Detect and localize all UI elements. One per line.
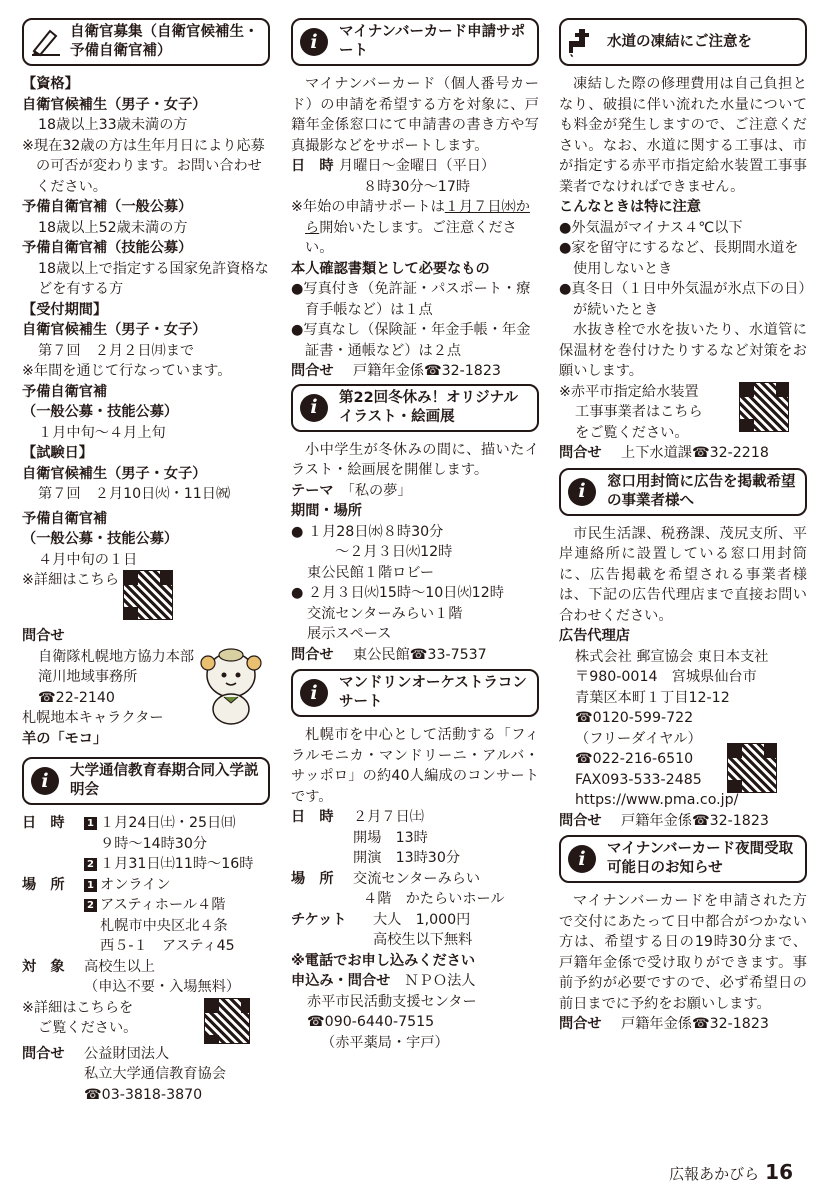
page-number: 16 <box>765 1160 793 1184</box>
label-date: 日 時 <box>22 815 65 831</box>
section-header-sdf-recruit <box>22 18 270 66</box>
info-icon: i <box>567 477 597 507</box>
subheading: （一般公募・技能公募） <box>22 404 179 420</box>
text: 交流センターみらい１階 <box>307 605 463 622</box>
text: 青葉区本町１丁目12-12 <box>575 689 730 706</box>
contact-tel: 上下水道課☎32-2218 <box>621 445 769 461</box>
section-title: マイナンバーカード申請サポート <box>339 24 526 59</box>
number-badge: 1 <box>84 817 97 830</box>
qr-code-icon[interactable] <box>123 570 173 620</box>
heading-qualification: 【資格】 <box>22 76 79 92</box>
section-header-concert <box>291 669 539 717</box>
text: ９時～14時30分 <box>100 835 208 852</box>
text: 高校生以上 <box>84 958 155 975</box>
list-item: ●写真なし（保険証・年金手帳・年金証書・通帳など）は２点 <box>291 322 531 359</box>
contact-tel: 戸籍年金係☎32-1823 <box>621 1016 769 1032</box>
contact-label: 問合せ <box>22 628 65 644</box>
section-title: マイナンバーカード夜間受取可能日のお知らせ <box>607 841 794 876</box>
text: ８時30分～17時 <box>363 178 471 195</box>
section-header-night-pickup <box>559 835 807 883</box>
text: １月中旬～４月上旬 <box>38 424 166 441</box>
text: 公益財団法人 <box>84 1045 170 1062</box>
text: オンライン <box>100 876 171 893</box>
label-place: 場 所 <box>291 870 334 887</box>
heading-period: 【受付期間】 <box>22 301 108 318</box>
text: 株式会社 郵宣協会 東日本支社 <box>575 648 769 665</box>
section-header-univ <box>22 757 270 805</box>
body-text: マイナンバーカード（個人番号カード）の申請を希望する方を対象に、戸籍年金係窓口にて申請書の書き方や写真撮影などをサポートします。 <box>291 76 539 154</box>
contact-tel: ☎03-3818-3870 <box>84 1086 203 1103</box>
list-item: ●真冬日（１日中外気温が氷点下の日）が続いたとき <box>559 281 806 318</box>
info-icon: i <box>30 766 60 796</box>
body-text: 水抜き栓で水を抜いたり、水道管に保温材を巻付けたりするなど対策をお願いします。 <box>559 322 807 379</box>
column-left <box>22 18 270 1105</box>
text: ☎022-216-6510 <box>575 751 694 767</box>
body-text: 札幌市を中心として活動する「フィラルモニカ・マンドリーニ・アルバ・サッポロ」の約40人編成のコンサートです。 <box>291 727 539 805</box>
contact-tel: ☎090-6440-7515 <box>307 1014 435 1030</box>
contact-tel: 戸籍年金係☎32-1823 <box>621 812 769 829</box>
text: ☎0120-599-722 <box>575 710 694 726</box>
text: 開演 13時30分 <box>353 850 461 866</box>
list-item: ● ２月３日㈫15時～10日㈫12時 <box>291 585 504 601</box>
body-text: 市民生活課、税務課、茂尻支所、平岸連絡所に設置している窓口用封筒に、広告掲載を希望される事業者様は、下記の広告代理店まで直接お問い合わせください。 <box>559 525 807 624</box>
contact-label: 問合せ <box>559 445 602 461</box>
subheading: 自衛官候補生（男子・女子） <box>22 465 207 482</box>
note-underlined: １月７日㈬から <box>305 199 530 236</box>
subheading: 予備自衛官補（一般公募） <box>22 199 193 215</box>
note: ※赤平市指定給水装置 <box>559 383 699 400</box>
text: ※詳細はこちらを <box>22 999 134 1016</box>
note: 工事事業者はこちら <box>575 404 703 420</box>
contact-label: 問合せ <box>559 812 602 829</box>
column-right <box>559 18 807 1035</box>
label-place: 場 所 <box>22 876 65 893</box>
section-title: 大学通信教育春期合同入学説明会 <box>70 763 259 798</box>
text: 18歳以上で指定する国家免許資格などを有する方 <box>38 260 269 297</box>
text: ～２月３日㈫12時 <box>335 544 453 560</box>
text: 東公民館１階ロビー <box>307 564 435 581</box>
info-icon: i <box>299 27 329 57</box>
subheading: 予備自衛官補（技能公募） <box>22 240 193 256</box>
subheading: こんなときは特に注意 <box>559 199 701 215</box>
section-title: マンドリンオーケストラコンサート <box>339 675 527 710</box>
text: ２月７日㈯ <box>353 809 424 825</box>
body-text: マイナンバーカードを申請された方で交付にあたって日中都合がつかない方は、希望する日の19時30分まで、戸籍年金係で受け取りができます。事前予約が必要ですので、必ず希望日の前日までに予約をお願いします。 <box>559 893 807 1012</box>
mascot-caption: 札幌地本キャラクター <box>22 710 164 726</box>
subheading: 広告代理店 <box>559 628 630 644</box>
list-item: ●家を留守にするなど、長期間水道を使用しないとき <box>559 240 799 277</box>
section-title: 水道の凍結にご注意を <box>607 33 752 50</box>
text: 大人 1,000円 <box>373 911 471 928</box>
heading-exam: 【試験日】 <box>22 445 93 461</box>
text: 18歳以上33歳未満の方 <box>38 117 188 133</box>
text: 札幌市中央区北４条 <box>100 917 228 934</box>
contact-org: 自衛隊札幌地方協力本部 <box>38 648 195 665</box>
sheep-mascot-icon <box>194 641 268 727</box>
text: 西５-１ アスティ45 <box>100 938 235 954</box>
text: 開場 13時 <box>353 829 428 846</box>
note: 開始いたします。ご注意ください。 <box>305 219 517 256</box>
detail-link-text: ※詳細はこちら <box>22 572 120 588</box>
qr-code-icon[interactable] <box>727 743 777 793</box>
text: 第７回 ２月２日㈪まで <box>38 342 195 359</box>
text: ４階 かたらいホール <box>363 891 505 907</box>
number-badge: 2 <box>84 899 97 912</box>
page-footer <box>669 1160 793 1184</box>
text: （赤平薬局・宇戸） <box>321 1034 449 1051</box>
section-title: 第22回冬休み！オリジナルイラスト・絵画展 <box>339 389 518 425</box>
text: 展示スペース <box>307 626 392 642</box>
label-theme: テーマ <box>291 482 334 499</box>
text: （申込不要・入場無料） <box>84 979 241 995</box>
column-middle <box>291 18 539 1053</box>
label-ticket: チケット <box>291 911 347 928</box>
list-item: ●写真付き（免許証・パスポート・療育手帳など）は１点 <box>291 281 531 318</box>
contact-tel: 戸籍年金係☎32-1823 <box>353 363 501 379</box>
text: 第７回 ２月10日㈫・11日㈷ <box>38 486 231 502</box>
label-date: 日 時 <box>291 809 334 825</box>
body-text: 小中学生が冬休みの間に、描いたイラスト・絵画展を開催します。 <box>291 441 539 478</box>
text: アスティホール４階 <box>100 897 226 913</box>
note: をご覧ください。 <box>575 424 689 441</box>
label-period: 期間・場所 <box>291 503 362 519</box>
section-header-mynumber <box>291 18 539 66</box>
contact-tel: 東公民館☎33-7537 <box>353 646 487 663</box>
text: 「私の夢」 <box>347 482 412 499</box>
text: 高校生以下無料 <box>373 932 473 948</box>
contact-label: 問合せ <box>22 1045 65 1062</box>
publication-name: 広報あかびら <box>669 1165 760 1183</box>
text: １月31日㈯11時～16時 <box>100 856 254 872</box>
text: （フリーダイヤル） <box>575 730 702 747</box>
water-faucet-icon <box>567 27 597 57</box>
text: 私立大学通信教育協会 <box>84 1066 226 1082</box>
label-date: 日 時 <box>291 158 334 174</box>
section-header-water <box>559 18 807 66</box>
number-badge: 1 <box>84 879 97 892</box>
text: 〒980-0014 宮城県仙台市 <box>575 669 757 685</box>
contact-label: 問合せ <box>559 1016 602 1032</box>
list-item: ● １月28日㈬８時30分 <box>291 523 444 540</box>
qr-code-icon[interactable] <box>204 998 250 1044</box>
label-target: 対 象 <box>22 958 65 975</box>
subheading: 自衛官候補生（男子・女子） <box>22 322 207 338</box>
text: 赤平市民活動支援センター <box>307 993 477 1010</box>
section-header-envelope-ad <box>559 468 807 516</box>
label-apply: 申込み・問合せ <box>291 973 391 989</box>
subheading: 予備自衛官補 <box>22 510 108 527</box>
subheading: 本人確認書類として必要なもの <box>291 260 490 277</box>
contact-label: 問合せ <box>291 646 334 663</box>
text: ＮＰＯ法人 <box>404 973 476 989</box>
info-icon: i <box>299 678 329 708</box>
pen-writing-icon <box>30 27 60 57</box>
text: 月曜日～金曜日（平日） <box>339 158 496 174</box>
url-link[interactable]: https://www.pma.co.jp/ <box>575 792 739 808</box>
contact-tel: ☎22-2140 <box>38 689 115 706</box>
info-icon: i <box>299 393 329 423</box>
text: 交流センターみらい <box>353 870 481 887</box>
qr-code-icon[interactable] <box>739 382 789 432</box>
info-icon: i <box>567 844 597 874</box>
text: ご覧ください。 <box>38 1020 138 1036</box>
contact-office: 滝川地域事務所 <box>38 669 138 685</box>
section-title: 自衛官募集（自衛官候補生・予備自衛官補） <box>70 24 259 59</box>
subheading: 予備自衛官補 <box>22 383 108 400</box>
note: ※年始の申請サポートは <box>291 199 445 215</box>
mascot-name: 羊の「モコ」 <box>22 730 108 747</box>
text: ４月中旬の１日 <box>38 551 138 568</box>
note: ※年間を通じて行なっています。 <box>22 363 232 379</box>
note: ※現在32歳の方は生年月日により応募の可否が変わります。お問い合わせください。 <box>22 137 265 195</box>
text: FAX093-533-2485 <box>575 771 702 788</box>
text: 18歳以上52歳未満の方 <box>38 219 188 236</box>
contact-label: 問合せ <box>291 363 334 379</box>
subheading: 自衛官候補生（男子・女子） <box>22 96 207 113</box>
note: ※電話でお申し込みください <box>291 952 476 969</box>
body-text: 凍結した際の修理費用は自己負担となり、破損に伴い流れた水量についても料金が発生しますので、ご注意ください。なお、水道に関する工事は、市が指定する赤平市指定給水装置工事事業者でなければできません。 <box>559 76 807 195</box>
text: １月24日㈯・25日㈰ <box>100 815 236 831</box>
list-item: ●外気温がマイナス４℃以下 <box>559 219 743 236</box>
section-title: 窓口用封筒に広告を掲載希望の事業者様へ <box>607 473 796 509</box>
number-badge: 2 <box>84 858 97 871</box>
subheading: （一般公募・技能公募） <box>22 531 179 547</box>
section-header-exhibition <box>291 384 539 432</box>
